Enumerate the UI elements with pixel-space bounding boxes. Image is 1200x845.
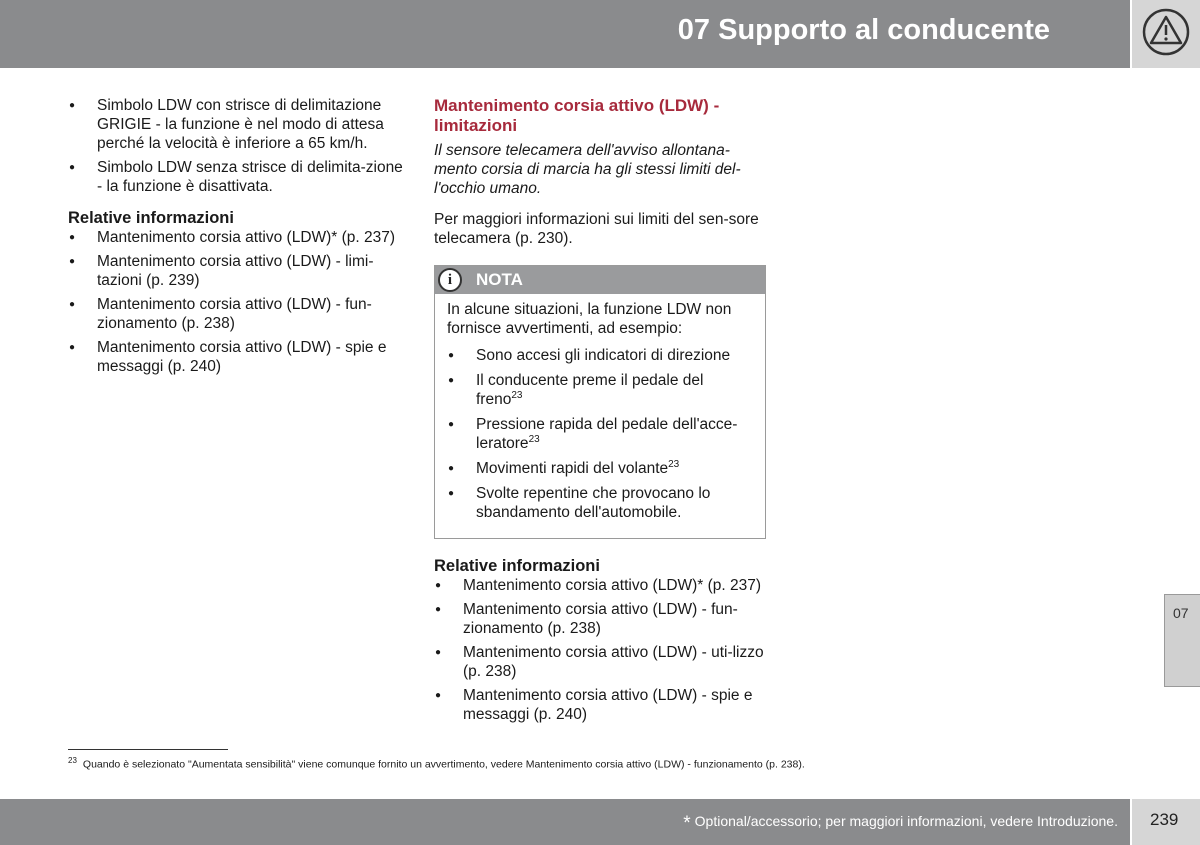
footer-note (683, 813, 1118, 835)
page-number-box (1132, 799, 1200, 845)
note-list (447, 346, 753, 522)
footnote-ref: 23 (511, 389, 523, 401)
related-link[interactable]: ● Mantenimento corsia attivo (LDW) - uti-lizzo (p. 238) (434, 643, 767, 681)
right-column (434, 96, 767, 729)
footnote-ref: 23 (528, 433, 540, 445)
note-body (435, 294, 765, 538)
list-item (447, 459, 753, 478)
related-links-list (68, 228, 408, 376)
related-link[interactable]: ● Mantenimento corsia attivo (LDW) - fun-zionamento (p. 238) (434, 600, 767, 638)
list-item-text: Pressione rapida del pedale dell'acce-leratore (476, 416, 738, 452)
footer-note-text: Optional/accessorio; per maggiori informazioni, vedere Introduzione. (694, 813, 1118, 829)
list-item (447, 371, 753, 409)
related-info-heading: Relative informazioni (434, 557, 600, 575)
status-bullet-list (68, 96, 408, 196)
related-links-list (434, 576, 767, 724)
list-item-text: Sono accesi gli indicatori di direzione (476, 347, 731, 364)
list-item-text: Movimenti rapidi del volante (476, 460, 669, 477)
related-link[interactable]: ● Mantenimento corsia attivo (LDW) - spie e messaggi (p. 240) (434, 686, 767, 724)
page-number: 239 (1150, 810, 1179, 829)
note-text: In alcune situazioni, la funzione LDW non fornisce avvertimenti, ad esempio: (447, 301, 732, 337)
list-item (447, 415, 753, 453)
footnote (68, 756, 805, 771)
list-item: ● Simbolo LDW con strisce di delimitazione GRIGIE - la funzione è nel modo di attesa perché la velocità è inferiore a 65 km/h. (68, 96, 408, 153)
related-link[interactable]: ● Mantenimento corsia attivo (LDW) - fun-zionamento (p. 238) (68, 295, 408, 333)
note-box (434, 265, 766, 539)
chapter-title: 07 Supporto al conducente (677, 14, 1050, 46)
list-item (447, 346, 753, 365)
left-column (68, 96, 408, 381)
footer-bar (0, 799, 1130, 845)
warning-triangle-icon (1142, 8, 1190, 56)
related-link[interactable]: ● Mantenimento corsia attivo (LDW)* (p. 237) (68, 228, 408, 247)
chapter-icon-box (1132, 0, 1200, 68)
note-header (435, 266, 765, 294)
header-bar (0, 0, 1130, 68)
related-link[interactable]: ● Mantenimento corsia attivo (LDW) - spie e messaggi (p. 240) (68, 338, 408, 376)
footnote-ref: 23 (668, 458, 680, 470)
list-item-text: Il conducente preme il pedale del freno (476, 372, 704, 408)
list-item-text: Svolte repentine che provocano lo sbandamento dell'automobile. (476, 485, 711, 521)
footnote-text: Quando è selezionato "Aumentata sensibilità" viene comunque fornito un avvertimento, vedere Mantenimento corsia attivo (LDW) - funzionamento (p. 238). (82, 758, 805, 771)
info-icon: i (438, 268, 462, 292)
asterisk-marker: * (683, 813, 691, 834)
chapter-tab-label: 07 (1173, 605, 1189, 621)
related-link[interactable]: ● Mantenimento corsia attivo (LDW) - limi-tazioni (p. 239) (68, 252, 408, 290)
section-intro: Il sensore telecamera dell'avviso allontana-mento corsia di marcia ha gli stessi limiti del-l'occhio umano. (434, 142, 741, 197)
related-info-heading: Relative informazioni (68, 209, 234, 227)
note-label: NOTA (476, 270, 523, 289)
list-item: ● Simbolo LDW senza strisce di delimita-zione - la funzione è disattivata. (68, 158, 408, 196)
section-title: Mantenimento corsia attivo (LDW) - limitazioni (434, 96, 720, 135)
related-link[interactable]: ● Mantenimento corsia attivo (LDW)* (p. 237) (434, 576, 767, 595)
section-paragraph: Per maggiori informazioni sui limiti del sen-sore telecamera (p. 230). (434, 211, 759, 247)
footnote-number: 23 (68, 756, 77, 765)
footnote-divider (68, 749, 228, 750)
chapter-side-tab[interactable] (1164, 594, 1200, 687)
list-item (447, 484, 753, 522)
